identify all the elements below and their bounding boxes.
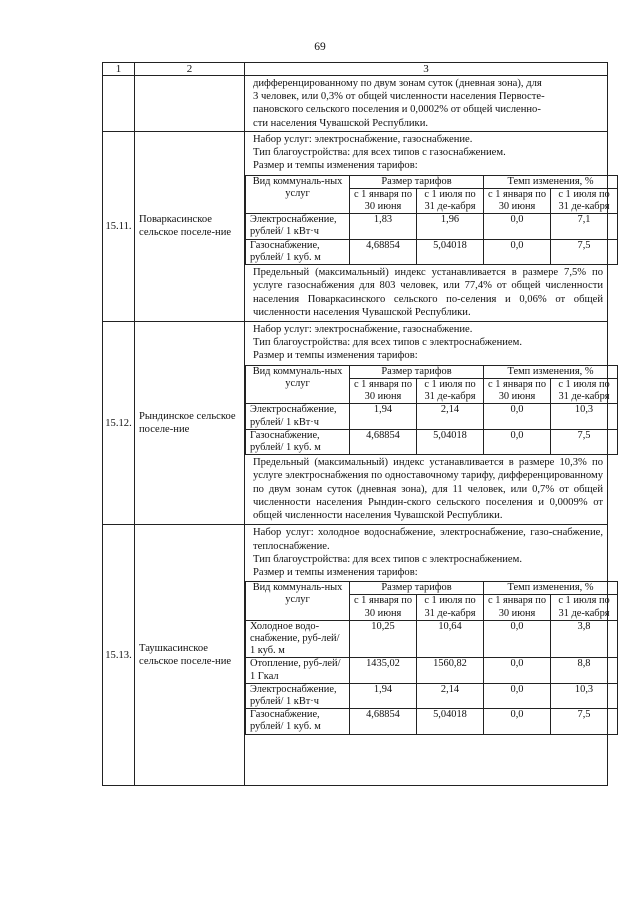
table-row <box>246 620 618 658</box>
service-name: Газоснабжение, рублей/ 1 куб. м <box>246 239 350 264</box>
tariff-size-header: Размер тарифов <box>350 582 484 595</box>
tariff-size-header: Размер тарифов <box>350 365 484 378</box>
tariff-value: 4,68854 <box>350 239 417 264</box>
rate-value: 0,0 <box>484 620 551 658</box>
tariff-value: 5,04018 <box>417 429 484 454</box>
rate-value: 0,0 <box>484 429 551 454</box>
rate-value: 0,0 <box>484 658 551 683</box>
service-name: Газоснабжение, рублей/ 1 куб. м <box>246 429 350 454</box>
column-number-row <box>103 63 608 76</box>
section-row <box>103 525 608 786</box>
tariff-value: 10,25 <box>350 620 417 658</box>
rates-line: Размер и темпы изменения тарифов: <box>253 350 418 362</box>
column-number: 1 <box>103 63 135 76</box>
rate-value: 7,5 <box>551 429 618 454</box>
continuation-line: пановского сельского поселения и 0,0002% от общей численно- <box>253 104 541 116</box>
rates-table <box>245 581 618 734</box>
rate-value: 0,0 <box>484 239 551 264</box>
tariff-value: 1,94 <box>350 683 417 708</box>
period-header: с 1 января по 30 июня <box>484 595 551 620</box>
rate-value: 10,3 <box>551 404 618 429</box>
rates-table <box>245 175 618 265</box>
period-header: с 1 января по 30 июня <box>350 595 417 620</box>
services-line: Набор услуг: холодное водоснабжение, электроснабжение, газо-снабжение, теплоснабжение. <box>253 527 603 552</box>
rate-value: 7,5 <box>551 239 618 264</box>
tariff-value: 1,83 <box>350 214 417 239</box>
improvement-line: Тип благоустройства: для всех типов с электроснабжением. <box>253 337 522 349</box>
table-row <box>246 709 618 734</box>
change-rate-header: Темп изменения, % <box>484 365 618 378</box>
service-name: Электроснабжение, рублей/ 1 кВт·ч <box>246 683 350 708</box>
tariff-value: 2,14 <box>417 404 484 429</box>
table-row <box>246 683 618 708</box>
improvement-line: Тип благоустройства: для всех типов с газоснабжением. <box>253 147 506 159</box>
service-name: Газоснабжение, рублей/ 1 куб. м <box>246 709 350 734</box>
rate-value: 0,0 <box>484 683 551 708</box>
rate-value: 0,0 <box>484 214 551 239</box>
tariff-value: 5,04018 <box>417 709 484 734</box>
tariff-table <box>102 62 608 786</box>
period-header: с 1 июля по 31 де-кабря <box>551 378 618 403</box>
table-row <box>246 429 618 454</box>
service-type-header: Вид коммуналь-ных услуг <box>246 175 350 214</box>
tariff-value: 1,96 <box>417 214 484 239</box>
period-header: с 1 июля по 31 де-кабря <box>417 595 484 620</box>
tariff-size-header: Размер тарифов <box>350 175 484 188</box>
service-type-header: Вид коммуналь-ных услуг <box>246 582 350 621</box>
table-row <box>246 404 618 429</box>
tariff-value: 4,68854 <box>350 709 417 734</box>
continuation-line: дифференцированному по двум зонам суток (дневная зона), для <box>253 78 542 89</box>
continuation-line: 3 человек, или 0,3% от общей численности населения Первосте- <box>253 91 545 103</box>
rate-value: 10,3 <box>551 683 618 708</box>
improvement-line: Тип благоустройства: для всех типов с электроснабжением. <box>253 553 522 565</box>
table-row <box>246 239 618 264</box>
change-rate-header: Темп изменения, % <box>484 175 618 188</box>
rates-table <box>245 365 618 455</box>
tariff-value: 10,64 <box>417 620 484 658</box>
tariff-value: 1560,82 <box>417 658 484 683</box>
tariff-value: 4,68854 <box>350 429 417 454</box>
service-name: Отопление, руб-лей/ 1 Гкал <box>246 658 350 683</box>
column-number: 2 <box>135 63 245 76</box>
rate-value: 7,1 <box>551 214 618 239</box>
max-index-note: Предельный (максимальный) индекс устанавливается в размере 10,3% по услуге электроснабжения по одноставочному тарифу, дифференцированному по двум зонам суток (дневная зона), для 11 человек, или 0,7% от общей численности населения Рындин-ского сельского поселения и 0,0009% от общей численности населения Чувашской Республики. <box>253 457 603 522</box>
rates-line: Размер и темпы изменения тарифов: <box>253 160 418 172</box>
rate-value: 8,8 <box>551 658 618 683</box>
section-row <box>103 322 608 525</box>
service-name: Холодное водо-снабжение, руб-лей/ 1 куб. м <box>246 620 350 658</box>
service-name: Электроснабжение, рублей/ 1 кВт·ч <box>246 214 350 239</box>
max-index-note: Предельный (максимальный) индекс устанавливается в размере 7,5% по услуге газоснабжения для 803 человек, или 77,4% от общей численности населения Поваркасинского сельского по-селения и 0,06% от общей численности населения Чувашской Республики. <box>253 267 603 318</box>
tariff-value: 2,14 <box>417 683 484 708</box>
period-header: с 1 июля по 31 де-кабря <box>417 188 484 213</box>
settlement-name: Поваркасинское сельское поселе-ние <box>135 131 245 321</box>
period-header: с 1 июля по 31 де-кабря <box>417 378 484 403</box>
period-header: с 1 января по 30 июня <box>484 378 551 403</box>
section-number: 15.11. <box>103 131 135 321</box>
rate-value: 7,5 <box>551 709 618 734</box>
period-header: с 1 июля по 31 де-кабря <box>551 188 618 213</box>
tariff-value: 1435,02 <box>350 658 417 683</box>
settlement-name: Рындинское сельское поселе-ние <box>135 322 245 525</box>
service-type-header: Вид коммуналь-ных услуг <box>246 365 350 404</box>
rate-value: 0,0 <box>484 404 551 429</box>
page-number: 69 <box>314 41 326 53</box>
table-row <box>246 658 618 683</box>
period-header: с 1 января по 30 июня <box>350 188 417 213</box>
rate-value: 3,8 <box>551 620 618 658</box>
change-rate-header: Темп изменения, % <box>484 582 618 595</box>
continuation-line: сти населения Чувашской Республики. <box>253 117 429 129</box>
service-name: Электроснабжение, рублей/ 1 кВт·ч <box>246 404 350 429</box>
period-header: с 1 июля по 31 де-кабря <box>551 595 618 620</box>
period-header: с 1 января по 30 июня <box>484 188 551 213</box>
period-header: с 1 января по 30 июня <box>350 378 417 403</box>
section-number: 15.13. <box>103 525 135 786</box>
rate-value: 0,0 <box>484 709 551 734</box>
tariff-value: 1,94 <box>350 404 417 429</box>
services-line: Набор услуг: электроснабжение, газоснабжение. <box>253 324 473 335</box>
section-number: 15.12. <box>103 322 135 525</box>
settlement-name: Таушкасинское сельское поселе-ние <box>135 525 245 786</box>
tariff-value: 5,04018 <box>417 239 484 264</box>
table-row <box>246 214 618 239</box>
column-number: 3 <box>245 63 608 76</box>
section-row <box>103 131 608 321</box>
rates-line: Размер и темпы изменения тарифов: <box>253 567 418 578</box>
services-line: Набор услуг: электроснабжение, газоснабжение. <box>253 133 473 145</box>
continuation-row <box>103 76 608 132</box>
